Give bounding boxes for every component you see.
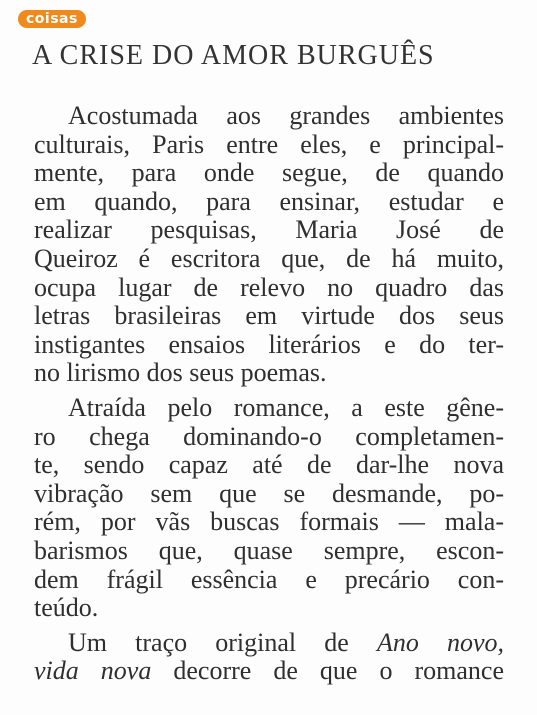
line-text: Um traço original de <box>68 627 377 657</box>
body-line: rém, por vãs buscas formais — mala- <box>34 507 504 537</box>
body-line: vibração sem que se desmande, po- <box>34 478 504 508</box>
body-line: teúdo. <box>34 593 99 623</box>
paragraph-1 <box>34 102 504 388</box>
section-tag: coisas <box>18 10 86 28</box>
body-line: dem frágil essência e precário con- <box>34 564 504 594</box>
body-line <box>34 657 504 686</box>
body-line: realizar pesquisas, Maria José de <box>34 215 504 245</box>
body-line: Acostumada aos grandes ambientes <box>68 101 504 130</box>
book-title: vida nova <box>34 656 152 686</box>
body-line <box>34 629 504 658</box>
line-text: decorre de que o romance <box>151 656 504 686</box>
body-line: Queiroz é escritora que, de há muito, <box>34 243 504 273</box>
body-line: ocupa lugar de relevo no quadro das <box>34 272 504 302</box>
paragraph-2 <box>34 394 504 623</box>
body-line: culturais, Paris entre eles, e principal- <box>34 129 504 159</box>
paragraph-3 <box>34 629 504 686</box>
body-line: letras brasileiras em virtude dos seus <box>34 301 504 331</box>
book-title: Ano novo, <box>376 627 504 657</box>
body-line: instigantes ensaios literários e do ter- <box>34 329 504 359</box>
body-line: te, sendo capaz até de dar-lhe nova <box>34 450 504 480</box>
article-body <box>34 102 504 686</box>
article-title: A CRISE DO AMOR BURGUÊS <box>32 40 435 71</box>
body-line: em quando, para ensinar, estudar e <box>34 186 504 216</box>
body-line: mente, para onde segue, de quando <box>34 158 504 188</box>
body-line: Atraída pelo romance, a este gêne- <box>68 392 504 422</box>
body-line: ro chega dominando-o completamen- <box>34 421 504 451</box>
body-line: barismos que, quase sempre, escon- <box>34 535 504 565</box>
body-line: no lirismo dos seus poemas. <box>34 358 327 388</box>
